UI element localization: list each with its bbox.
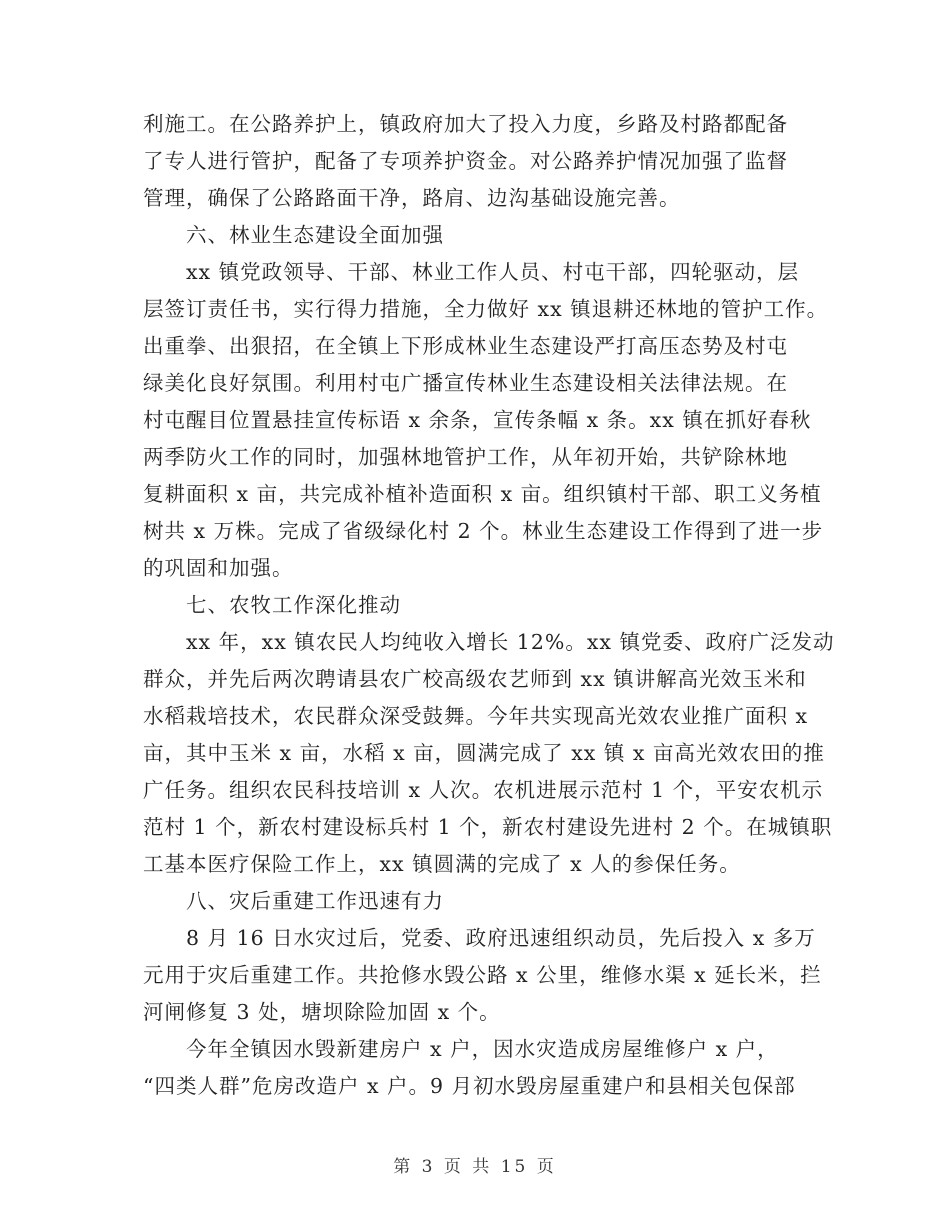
text-line: 范村 1 个，新农村建设标兵村 1 个，新农村建设先进村 2 个。在城镇职: [143, 815, 833, 839]
text-line: 河闸修复 3 处，塘坝除险加固 x 个。: [143, 1000, 501, 1024]
text-line: 两季防火工作的同时，加强林地管护工作，从年初开始，共铲除林地: [143, 445, 788, 469]
text-line: 层签订责任书，实行得力措施，全力做好 xx 镇退耕还林地的管护工作。: [143, 297, 829, 321]
text-line: 八、灾后重建工作迅速有力: [186, 889, 444, 913]
text-line: 水稻栽培技术，农民群众深受鼓舞。今年共实现高光效农业推广面积 x: [143, 704, 809, 728]
text-line: “四类人群”危房改造户 x 户。9 月初水毁房屋重建户和县相关包保部: [143, 1074, 796, 1098]
text-line: 工基本医疗保险工作上，xx 镇圆满的完成了 x 人的参保任务。: [143, 852, 741, 876]
text-line: 8 月 16 日水灾过后，党委、政府迅速组织动员，先后投入 x 多万: [186, 926, 816, 950]
document-body: [143, 106, 835, 1105]
text-line: 管理，确保了公路路面干净，路肩、边沟基础设施完善。: [143, 186, 681, 210]
text-line: 复耕面积 x 亩，共完成补植补造面积 x 亩。组织镇村干部、职工义务植: [143, 482, 822, 506]
text-line: 出重拳、出狠招，在全镇上下形成林业生态建设严打高压态势及村屯: [143, 334, 788, 358]
text-line: 六、林业生态建设全面加强: [186, 223, 444, 247]
text-line: 元用于灾后重建工作。共抢修水毁公路 x 公里，维修水渠 x 延长米，拦: [143, 963, 822, 987]
text-line: xx 年，xx 镇农民人均纯收入增长 12%。xx 镇党委、政府广泛发动: [186, 630, 835, 654]
text-line: 绿美化良好氛围。利用村屯广播宣传林业生态建设相关法律法规。在: [143, 371, 788, 395]
text-line: 了专人进行管护，配备了专项养护资金。对公路养护情况加强了监督: [143, 149, 788, 173]
text-line: 利施工。在公路养护上，镇政府加大了投入力度，乡路及村路都配备: [143, 112, 788, 136]
text-line: 七、农牧工作深化推动: [186, 593, 401, 617]
text-line: 亩，其中玉米 x 亩，水稻 x 亩，圆满完成了 xx 镇 x 亩高光效农田的推: [143, 741, 825, 765]
text-line: 的巩固和加强。: [143, 556, 294, 580]
text-line: 村屯醒目位置悬挂宣传标语 x 余条，宣传条幅 x 条。xx 镇在抓好春秋: [143, 408, 812, 432]
text-line: 树共 x 万株。完成了省级绿化村 2 个。林业生态建设工作得到了进一步: [143, 519, 824, 543]
text-line: 群众，并先后两次聘请县农广校高级农艺师到 xx 镇讲解高光效玉米和: [143, 667, 807, 691]
text-line: 广任务。组织农民科技培训 x 人次。农机进展示范村 1 个，平安农机示: [143, 778, 824, 802]
text-line: 今年全镇因水毁新建房户 x 户，因水灾造成房屋维修户 x 户，: [186, 1037, 779, 1061]
page-footer: 第 3 页 共 15 页: [393, 1157, 557, 1177]
text-line: xx 镇党政领导、干部、林业工作人员、村屯干部，四轮驱动，层: [186, 260, 800, 284]
